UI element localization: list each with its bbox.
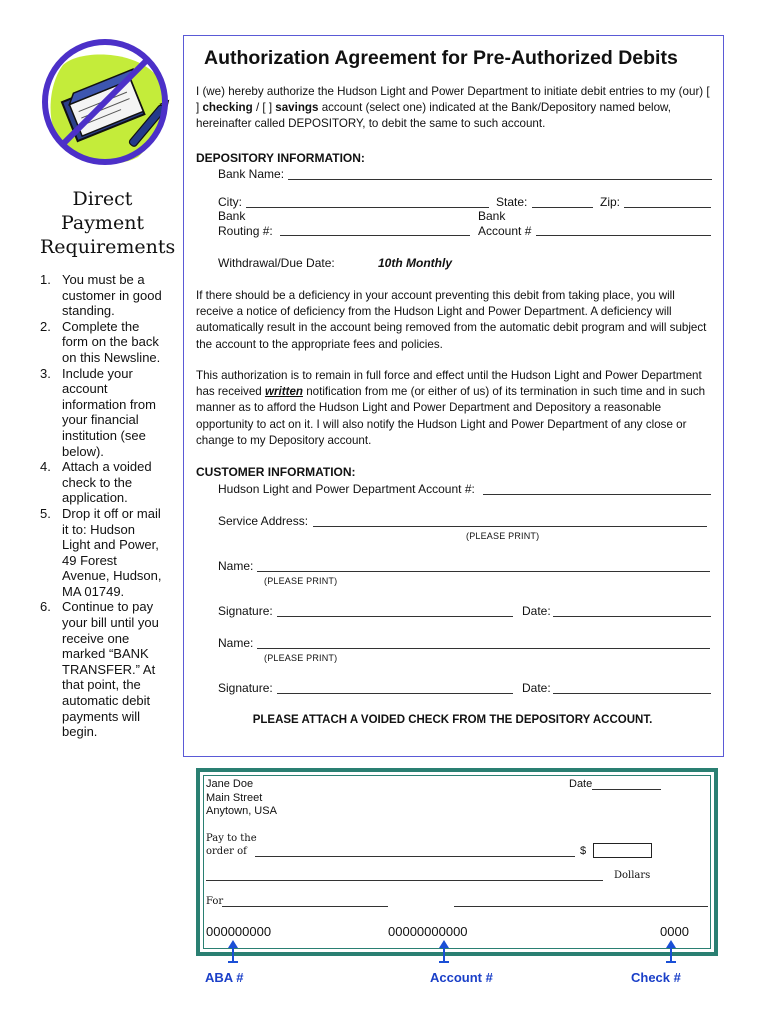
- withdrawal-label: Withdrawal/Due Date:: [218, 256, 335, 270]
- account-number-label: Bank Account #: [478, 209, 532, 238]
- checking-option[interactable]: checking: [202, 101, 253, 115]
- authorization-paragraph: This authorization is to remain in full force and effect until the Hudson Light and Power Department has received written notification from me (or either of us) of its termination in such time and in such manner as to afford the Hudson Light and Power Department and Depository a reasonable opportunity to act on it. I will also notify the Hudson Light and Power Department of any close or change to my Depository account.: [196, 369, 706, 447]
- name-label: Name:: [218, 636, 254, 650]
- routing-number-field[interactable]: [280, 235, 470, 236]
- pay-to-label: Pay to the order of: [206, 833, 257, 857]
- intro-paragraph: I (we) hereby authorize the Hudson Light and Power Department to initiate debit entries to my (our) [ ] checking / [ ] savings account (select one) indicated at the Bank/Depository named below, hereinafter called DEPOSITORY, to debit the same to such account.: [196, 85, 710, 131]
- please-print-note: (PLEASE PRINT): [264, 653, 338, 663]
- amount-box: [593, 843, 652, 858]
- payee-field: [255, 856, 575, 857]
- name-field-2[interactable]: [257, 648, 710, 649]
- dollars-label: Dollars: [614, 870, 651, 881]
- savings-option[interactable]: savings: [275, 101, 319, 115]
- list-item: 6. Continue to pay your bill until you receive one marked “BANK TRANSFER.” At that point, the automatic debit payments will begin.: [40, 599, 159, 740]
- hlp-account-field[interactable]: [483, 494, 711, 495]
- name-label: Name:: [218, 559, 254, 573]
- signature-label: Signature:: [218, 681, 273, 695]
- please-print-note: (PLEASE PRINT): [264, 576, 338, 586]
- deficiency-paragraph: If there should be a deficiency in your account preventing this debit from taking place, you will receive a notice of deficiency from the Hudson Light and Power Department. A deficiency will automatically result in the account being removed from the automatic debit program and will subject the account to the appropriate fees and policies.: [196, 289, 707, 351]
- memo-field: [222, 906, 388, 907]
- list-item: 4. Attach a voided check to the application.: [40, 459, 152, 506]
- account-number: 00000000000: [388, 924, 468, 939]
- routing-label: Bank Routing #:: [218, 209, 273, 238]
- withdrawal-value: 10th Monthly: [378, 256, 452, 270]
- date-field-1[interactable]: [553, 616, 711, 617]
- bank-name-label: Bank Name:: [218, 167, 285, 181]
- zip-label: Zip:: [600, 195, 621, 209]
- date-label: Date:: [522, 681, 551, 695]
- aba-label: ABA #: [205, 970, 244, 985]
- check-owner-address: Jane Doe Main Street Anytown, USA: [206, 778, 277, 817]
- amount-words-field: [206, 880, 603, 881]
- please-print-note: (PLEASE PRINT): [466, 531, 540, 541]
- signature-field-1[interactable]: [277, 616, 513, 617]
- state-label: State:: [496, 195, 528, 209]
- city-field[interactable]: [246, 207, 489, 208]
- state-field[interactable]: [532, 207, 593, 208]
- name-field-1[interactable]: [257, 571, 710, 572]
- date-field-2[interactable]: [553, 693, 711, 694]
- bank-account-number-field[interactable]: [536, 235, 711, 236]
- signature-label: Signature:: [218, 604, 273, 618]
- check-number: 0000: [660, 924, 689, 939]
- zip-field[interactable]: [624, 207, 711, 208]
- checkbook-no-sign-icon: [38, 35, 173, 170]
- check-date-label: Date: [569, 778, 593, 790]
- service-address-field[interactable]: [313, 526, 707, 527]
- city-label: City:: [218, 195, 242, 209]
- list-item: 3. Include your account information from your financial institution (see below).: [40, 365, 156, 459]
- aba-number: 000000000: [206, 924, 272, 939]
- signature-field-2[interactable]: [277, 693, 513, 694]
- check-signature-field: [454, 906, 708, 907]
- requirements-list: [40, 272, 165, 740]
- service-address-label: Service Address:: [218, 514, 309, 528]
- check-label: Check #: [631, 970, 681, 985]
- sidebar-heading: Direct Payment Requirements: [40, 188, 176, 258]
- check-date-field: [592, 789, 661, 790]
- date-label: Date:: [522, 604, 551, 618]
- customer-heading: CUSTOMER INFORMATION:: [196, 465, 356, 479]
- account-label: Account #: [430, 970, 493, 985]
- list-item: 5. Drop it off or mail it to: Hudson Light and Power, 49 Forest Avenue, Hudson, MA 01749.: [40, 505, 162, 599]
- attach-check-notice: PLEASE ATTACH A VOIDED CHECK FROM THE DEPOSITORY ACCOUNT.: [252, 714, 653, 726]
- dollar-sign: $: [580, 845, 587, 857]
- list-item: 2. Complete the form on the back on this Newsline.: [40, 318, 161, 365]
- depository-heading: DEPOSITORY INFORMATION:: [196, 151, 365, 165]
- memo-label: For: [206, 896, 224, 907]
- hlp-account-label: Hudson Light and Power Department Account #:: [218, 482, 475, 496]
- list-item: 1. You must be a customer in good standing.: [40, 272, 162, 319]
- page-title: Authorization Agreement for Pre-Authorized Debits: [204, 47, 678, 69]
- bank-name-field[interactable]: [288, 179, 712, 180]
